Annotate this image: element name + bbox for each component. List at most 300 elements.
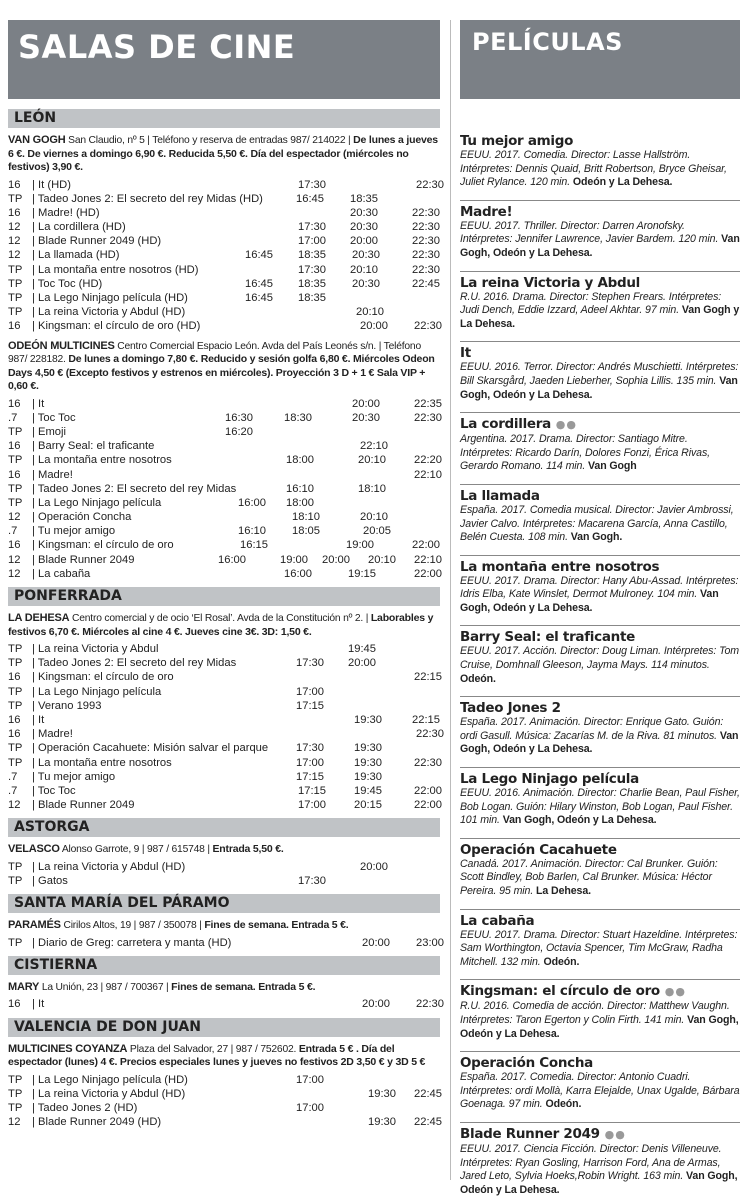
film-title — [460, 133, 740, 149]
movie-title: | Barry Seal: el traficante — [32, 440, 155, 453]
age-rating: 16 — [8, 539, 21, 552]
cinema-name: VAN GOGH — [8, 134, 66, 146]
film-synopsis — [460, 575, 740, 616]
film-title — [460, 416, 740, 433]
age-rating: TP — [8, 425, 23, 438]
movie-title: | La reina Victoria y Abdul (HD) — [32, 1087, 186, 1100]
showtime: 16:00 — [284, 567, 312, 580]
film-synopsis — [460, 220, 740, 261]
showtime: 20:10 — [358, 454, 386, 467]
film-cinemas: Odeón. — [460, 672, 496, 685]
movie-title: | Tu mejor amigo — [32, 525, 116, 538]
film-synopsis — [460, 1000, 740, 1041]
age-rating: TP — [8, 277, 23, 290]
cinemas-column — [8, 20, 444, 1129]
age-rating: 16 — [8, 206, 21, 219]
showtime-row — [8, 439, 440, 453]
showtime-row — [8, 178, 444, 192]
age-rating: 12 — [8, 567, 21, 580]
cinema-name: ODEÓN MULTICINES — [8, 339, 115, 352]
movie-title: | It — [32, 397, 45, 410]
showtime-row — [8, 727, 444, 741]
cinema-prices: De lunes a domingo 7,80 €. Reducido y sesión golfa 6,80 €. Miércoles Odeon Days 4,50 € (Excepto festivos y estrenos en miércoles). Proyección 3 D + 1 € Sala VIP + 0,60 €. — [8, 353, 435, 393]
showtime: 17:00 — [298, 799, 326, 812]
film-cinemas: Odeón. — [545, 1098, 582, 1111]
showtime: 20:00 — [352, 397, 380, 410]
movie-title: | Operación Concha — [32, 511, 132, 524]
film-title — [460, 275, 740, 291]
film-title — [460, 1055, 740, 1071]
showtime: 18:00 — [286, 454, 314, 467]
showtime-row — [8, 997, 444, 1011]
film-cinemas: Van Gogh. — [570, 531, 623, 544]
film-name: Madre! — [460, 203, 513, 220]
film-cinemas: Van Gogh, Odeón y La Dehesa. — [460, 233, 740, 259]
film-name: Kingsman: el círculo de oro — [460, 983, 660, 1000]
showtime-row — [8, 860, 440, 874]
film-entry — [460, 625, 740, 686]
cinema-info — [8, 1043, 440, 1070]
showtime-row — [8, 756, 440, 770]
showtime: 22:30 — [414, 320, 442, 333]
films-banner — [460, 20, 740, 99]
cinema-prices: Entrada 5,50 €. — [212, 843, 284, 856]
movie-title: | It — [32, 713, 45, 726]
films-title: PELÍCULAS — [472, 28, 623, 56]
showtime: 17:30 — [298, 178, 326, 191]
film-synopsis — [460, 149, 740, 190]
film-entry — [460, 412, 740, 474]
cinema-address: Centro comercial y de ocio ‘El Rosal’. Avda de la Constitución nº 2. | — [69, 613, 371, 624]
age-rating: TP — [8, 192, 23, 205]
showtime-row — [8, 713, 440, 727]
film-name: Operación Cacahuete — [460, 841, 617, 858]
showtime: 16:00 — [218, 553, 246, 566]
film-cinemas: Van Gogh, Odeón y La Dehesa. — [460, 1170, 738, 1196]
film-name: La reina Victoria y Abdul — [460, 274, 640, 291]
cinema-name: VELASCO — [8, 843, 60, 856]
age-rating: TP — [8, 936, 23, 949]
movie-title: | Blade Runner 2049 — [32, 553, 135, 566]
cinema-info — [8, 981, 440, 995]
showtime: 17:30 — [296, 657, 324, 670]
age-rating: .7 — [8, 525, 18, 538]
showtime: 17:30 — [298, 221, 326, 234]
age-rating: TP — [8, 482, 23, 495]
age-rating: 16 — [8, 728, 21, 741]
film-name: La cabaña — [460, 912, 535, 929]
showtime: 22:10 — [414, 553, 442, 566]
film-synopsis — [460, 1143, 740, 1197]
movie-title: | La reina Victoria y Abdul (HD) — [32, 860, 186, 873]
showtime: 20:00 — [348, 657, 376, 670]
showtime: 18:10 — [358, 482, 386, 495]
showtime: 20:10 — [356, 306, 384, 319]
showtime: 16:45 — [245, 277, 273, 290]
movie-title: | La reina Victoria y Abdul (HD) — [32, 306, 186, 319]
film-entry — [460, 767, 740, 828]
film-cinemas: Odeón. — [543, 955, 580, 968]
showtime: 17:30 — [296, 742, 324, 755]
showtime: 20:30 — [352, 249, 380, 262]
showtime: 17:30 — [298, 874, 326, 887]
cinema-address: San Claudio, nº 5 | Teléfono y reserva de entradas 987/ 214022 | — [65, 135, 354, 146]
film-entry — [460, 271, 740, 332]
showtime: 18:00 — [286, 496, 314, 509]
showtime: 19:30 — [354, 756, 382, 769]
film-title — [460, 913, 740, 929]
cinema-info — [8, 340, 440, 394]
film-details: R.U. 2016. Drama. Director: Stephen Frears. Intérpretes: Judi Dench, Eddie Izzard, Adeel Akhtar. 97 min. — [460, 290, 722, 317]
cinema-info — [8, 134, 440, 175]
showtime: 16:45 — [296, 192, 324, 205]
showtime: 17:00 — [296, 1073, 324, 1086]
age-rating: 16 — [8, 178, 21, 191]
showtime: 18:35 — [298, 277, 326, 290]
showtime-row — [8, 685, 440, 699]
showtime: 22:30 — [412, 263, 440, 276]
showtime: 20:30 — [352, 411, 380, 424]
age-rating: TP — [8, 742, 23, 755]
showtime: 20:30 — [350, 206, 378, 219]
age-rating: 16 — [8, 397, 21, 410]
age-rating: 12 — [8, 249, 21, 262]
film-synopsis — [460, 716, 740, 757]
cinema-prices: Entrada 5 € . Día del espectador (lunes) 4 €. Precios especiales lunes y jueves no festivos 2D 3,50 € y 3D 5 € — [8, 1042, 426, 1068]
film-name: La cordillera — [460, 416, 551, 433]
showtime: 17:15 — [296, 699, 324, 712]
showtime: 20:05 — [363, 525, 391, 538]
showtime-row — [8, 319, 440, 333]
age-rating: TP — [8, 756, 23, 769]
showtime: 22:30 — [414, 411, 442, 424]
showtime: 18:35 — [298, 249, 326, 262]
age-rating: TP — [8, 643, 23, 655]
region-header: LEÓN — [8, 109, 440, 128]
cinema-info — [8, 843, 440, 857]
cinema-address: Centro Comercial Espacio León. Avda del País Leonés s/n. | Teléfono 987/ 228182. — [8, 340, 421, 366]
movie-title: | Operación Cacahuete: Misión salvar el parque — [32, 742, 269, 755]
region-header: ASTORGA — [8, 818, 440, 837]
showtime: 16:10 — [286, 482, 314, 495]
showtime: 22:30 — [416, 998, 444, 1011]
showtime-row — [8, 642, 440, 656]
showtime: 19:30 — [354, 713, 382, 726]
film-synopsis — [460, 361, 740, 402]
movie-title: | La Lego Ninjago película (HD) — [32, 292, 188, 304]
showtime: 17:15 — [296, 770, 324, 783]
movie-title: | Tadeo Jones 2: El secreto del rey Midas — [32, 482, 237, 495]
movie-title: | La cabaña — [32, 567, 91, 580]
movie-title: | La llamada (HD) — [32, 249, 120, 262]
showtime: 20:30 — [352, 277, 380, 290]
age-rating: TP — [8, 496, 23, 509]
showtime: 20:30 — [350, 221, 378, 234]
showtime: 20:00 — [322, 553, 350, 566]
movie-title: | La Lego Ninjago película (HD) — [32, 1073, 188, 1086]
film-cinemas: Van Gogh, Odeón y La Dehesa. — [502, 814, 657, 827]
film-details: España. 2017. Animación. Director: Enrique Gato. Guión: ordi Gasull. Música: Zacarías M. de la Riva. 81 minutos. — [460, 716, 724, 742]
showtime-row — [8, 277, 440, 291]
movie-title: | La cordillera (HD) — [32, 221, 126, 234]
showtime: 22:30 — [412, 249, 440, 262]
region-header: PONFERRADA — [8, 587, 440, 606]
showtime-row — [8, 496, 440, 510]
film-synopsis — [460, 787, 740, 828]
movie-title: | It (HD) — [32, 178, 71, 191]
film-cinemas: Van Gogh, Odeón y La Dehesa. — [460, 1013, 739, 1040]
film-title — [460, 629, 740, 645]
showtime: 19:30 — [354, 742, 382, 755]
cinema-info — [8, 919, 440, 933]
showtime: 22:00 — [414, 567, 442, 580]
showtime-row — [8, 248, 440, 262]
showtime-row — [8, 1115, 440, 1129]
movie-title: | La montaña entre nosotros — [32, 454, 172, 467]
age-rating: 12 — [8, 799, 21, 812]
age-rating: TP — [8, 306, 23, 319]
showtime-row — [8, 936, 444, 950]
showtime: 18:30 — [284, 411, 312, 424]
showtime-row — [8, 482, 440, 496]
showtime-row — [8, 468, 440, 482]
movie-title: | Blade Runner 2049 — [32, 799, 135, 812]
showtime: 22:10 — [414, 468, 442, 481]
showtime: 18:35 — [298, 292, 326, 304]
showtime-row — [8, 741, 440, 755]
movie-title: | La Lego Ninjago película — [32, 685, 162, 698]
showtime: 20:00 — [360, 320, 388, 333]
film-synopsis — [460, 291, 740, 332]
showtime: 18:05 — [292, 525, 320, 538]
showtime: 20:10 — [368, 553, 396, 566]
film-details: EEUU. 2017. Comedia. Director: Lasse Hallström. Intérpretes: Dennis Quaid, Britt Robertson, Bryce Gheisar, Juliet Rylance. 120 min. — [460, 149, 727, 189]
cinema-name: MULTICINES COYANZA — [8, 1042, 128, 1055]
film-details: España. 2017. Comedia. Director: Antonio Cuadri. Intérpretes: ordi Mollà, Karra Elejalde, Unax Ugalde, Bárbara Goenaga. 97 min. — [460, 1071, 740, 1111]
showtime: 22:30 — [414, 756, 442, 769]
cinemas-banner — [8, 20, 440, 99]
showtime-row — [8, 798, 440, 812]
showtime: 22:30 — [412, 221, 440, 234]
age-rating: 16 — [8, 713, 21, 726]
showtime: 19:30 — [368, 1087, 396, 1100]
showtime: 16:20 — [225, 425, 253, 438]
showtime: 16:30 — [225, 411, 253, 424]
rating-dots-icon: ●● — [659, 985, 686, 999]
movie-title: | La montaña entre nosotros — [32, 756, 172, 769]
showtime: 22:35 — [414, 397, 442, 410]
showtime-row — [8, 874, 440, 888]
film-details: EEUU. 2017. Drama. Director: Hany Abu-Assad. Intérpretes: Idris Elba, Kate Winslet, Dermot Mulroney. 104 min. — [460, 574, 739, 601]
showtime: 22:00 — [412, 539, 440, 552]
films-column — [460, 20, 740, 1197]
showtime-row — [8, 510, 440, 524]
showtime: 20:00 — [360, 860, 388, 873]
movie-title: | Toc Toc — [32, 784, 76, 797]
age-rating: .7 — [8, 770, 18, 783]
showtime: 20:00 — [362, 998, 390, 1011]
age-rating: TP — [8, 657, 23, 670]
showtime: 22:10 — [360, 440, 388, 453]
film-synopsis — [460, 504, 740, 545]
film-details: EEUU. 2017. Acción. Director: Doug Liman. Intérpretes: Tom Cruise, Domhnall Gleeson, Jayma Mays. 114 minutos. — [460, 645, 739, 672]
regions-list — [8, 109, 444, 1129]
cinema-address: La Unión, 23 | 987 / 700367 | — [39, 981, 172, 993]
movie-title: | Kingsman: el círculo de oro — [32, 671, 174, 684]
cinema-address: Alonso Garrote, 9 | 987 / 615748 | — [59, 844, 213, 856]
film-entry — [460, 696, 740, 757]
age-rating: 16 — [8, 320, 21, 333]
showtime-row — [8, 425, 440, 439]
showtime: 22:20 — [414, 454, 442, 467]
showtime-row — [8, 206, 440, 220]
showtime: 20:15 — [354, 799, 382, 812]
film-entry — [460, 130, 740, 190]
age-rating: TP — [8, 1073, 23, 1086]
film-synopsis — [460, 858, 740, 899]
film-name: La Lego Ninjago película — [460, 771, 639, 788]
film-details: EEUU. 2016. Terror. Director: Andrés Muschietti. Intérpretes: Bill Skarsgård, Jaeden Lieberher, Sophia Lillis. 135 min. — [460, 361, 739, 387]
showtime-row — [8, 1073, 440, 1087]
movie-title: | Emoji — [32, 425, 66, 438]
movie-title: | La reina Victoria y Abdul — [32, 643, 159, 655]
movie-title: | Gatos — [32, 874, 68, 887]
film-title — [460, 488, 740, 504]
showtime: 22:00 — [414, 784, 442, 797]
movie-title: | Tadeo Jones 2: El secreto del rey Midas — [32, 657, 237, 670]
film-synopsis — [460, 1071, 740, 1112]
age-rating: .7 — [8, 784, 18, 797]
movie-title: | Madre! (HD) — [32, 206, 100, 219]
film-title — [460, 559, 740, 575]
age-rating: TP — [8, 874, 23, 887]
film-title — [460, 842, 740, 858]
age-rating: TP — [8, 1087, 23, 1100]
movie-title: | Blade Runner 2049 (HD) — [32, 1116, 162, 1129]
movie-title: | Tadeo Jones 2: El secreto del rey Midas (HD) — [32, 192, 263, 205]
showtime: 22:30 — [412, 206, 440, 219]
movie-title: | Toc Toc — [32, 411, 76, 424]
showtime: 19:00 — [346, 539, 374, 552]
film-entry — [460, 909, 740, 970]
showtime-row — [8, 699, 440, 713]
age-rating: TP — [8, 860, 23, 873]
film-cinemas: Van Gogh y La Dehesa. — [460, 304, 740, 330]
showtime: 17:00 — [296, 756, 324, 769]
showtime: 22:15 — [414, 671, 442, 684]
cinemas-title: SALAS DE CINE — [18, 28, 296, 66]
film-name: La montaña entre nosotros — [460, 558, 660, 575]
showtime: 17:00 — [296, 685, 324, 698]
showtime: 22:45 — [414, 1087, 442, 1100]
movie-title: | It — [32, 998, 45, 1011]
film-details: EEUU. 2017. Ciencia Ficción. Director: Denis Villeneuve. Intérpretes: Ryan Gosling, Harrison Ford, Ana de Armas, Jared Leto, Sylvia Hoeks,Robin Wright. 163 min. — [460, 1142, 722, 1183]
age-rating: TP — [8, 292, 23, 304]
movie-title: | Blade Runner 2049 (HD) — [32, 235, 162, 248]
cinema-name: MARY — [8, 980, 40, 993]
cinema-name: PARAMÉS — [8, 919, 61, 932]
showtime-row — [8, 411, 440, 425]
film-entry — [460, 200, 740, 261]
showtime-row — [8, 1087, 440, 1101]
showtime-row — [8, 553, 440, 567]
film-entry — [460, 1051, 740, 1112]
showtime: 16:00 — [238, 496, 266, 509]
showtime: 23:00 — [416, 936, 444, 949]
age-rating: TP — [8, 1101, 23, 1114]
showtime: 20:00 — [362, 936, 390, 949]
film-entry — [460, 1122, 740, 1197]
cinema-info — [8, 612, 440, 639]
film-cinemas: Odeón y La Dehesa. — [572, 176, 673, 189]
film-title — [460, 700, 740, 716]
showtime-row — [8, 220, 440, 234]
showtime-row — [8, 538, 440, 552]
film-details: EEUU. 2017. Drama. Director: Stuart Hazeldine. Intérpretes: Sam Worthington, Octavia Spencer, Tim McGraw, Radha Mitchell. 132 min. — [460, 928, 738, 968]
age-rating: TP — [8, 454, 23, 467]
cinema-prices: Fines de semana. Entrada 5 €. — [204, 919, 349, 932]
film-title — [460, 204, 740, 220]
showtime: 20:10 — [350, 263, 378, 276]
film-title — [460, 1126, 740, 1143]
film-synopsis — [460, 929, 740, 970]
movie-title: | Tu mejor amigo — [32, 770, 116, 783]
age-rating: 12 — [8, 511, 21, 524]
showtime-row — [8, 192, 440, 206]
age-rating: TP — [8, 699, 23, 712]
showtime: 22:15 — [412, 713, 440, 726]
cinema-prices: Fines de semana. Entrada 5 €. — [171, 980, 316, 993]
showtime: 22:30 — [412, 235, 440, 248]
age-rating: 16 — [8, 440, 21, 453]
rating-dots-icon: ●● — [550, 418, 577, 432]
film-entry — [460, 484, 740, 545]
film-name: Barry Seal: el traficante — [460, 629, 635, 646]
cinema-address: Cirilos Altos, 19 | 987 / 350078 | — [60, 920, 205, 932]
films-list — [460, 130, 740, 1197]
film-details: EEUU. 2016. Animación. Director: Charlie Bean, Paul Fisher, Bob Logan. Guión: Hilary Winston, Bob Logan, Paul Fisher. 101 min. — [460, 787, 740, 827]
age-rating: 12 — [8, 235, 21, 248]
showtime-row — [8, 234, 440, 248]
age-rating: 16 — [8, 998, 21, 1011]
showtime: 17:30 — [298, 263, 326, 276]
showtime: 20:10 — [360, 511, 388, 524]
film-name: Operación Concha — [460, 1055, 593, 1072]
rating-dots-icon: ●● — [599, 1127, 626, 1141]
cinema-address: Plaza del Salvador, 27 | 987 / 752602. — [127, 1043, 299, 1055]
film-details: España. 2017. Comedia musical. Director: Javier Ambrossi, Javier Calvo. Intérpretes: Macarena García, Anna Castillo, Belén Cuesta. 108 min. — [460, 503, 734, 544]
age-rating: .7 — [8, 411, 18, 424]
film-entry — [460, 555, 740, 616]
showtime: 22:45 — [412, 277, 440, 290]
showtime-row — [8, 263, 440, 277]
film-name: La llamada — [460, 487, 540, 504]
film-details: EEUU. 2017. Thriller. Director: Darren Aronofsky. Intérpretes: Jennifer Lawrence, Javier Bardem. 120 min. — [460, 219, 722, 246]
showtime-row — [8, 784, 440, 798]
movie-title: | Diario de Greg: carretera y manta (HD) — [32, 936, 232, 949]
showtime: 18:35 — [350, 192, 378, 205]
showtime: 16:10 — [238, 525, 266, 538]
showtime: 17:00 — [298, 235, 326, 248]
showtime: 19:30 — [354, 770, 382, 783]
showtime: 17:15 — [298, 784, 326, 797]
film-cinemas: Van Gogh, Odeón y La Dehesa. — [460, 729, 739, 756]
movie-title: | Kingsman: el círculo de oro (HD) — [32, 320, 201, 333]
showtime: 22:30 — [416, 178, 444, 191]
movie-title: | La montaña entre nosotros (HD) — [32, 263, 199, 276]
film-cinemas: Van Gogh, Odeón y La Dehesa. — [460, 588, 719, 614]
showtime-row — [8, 453, 440, 467]
